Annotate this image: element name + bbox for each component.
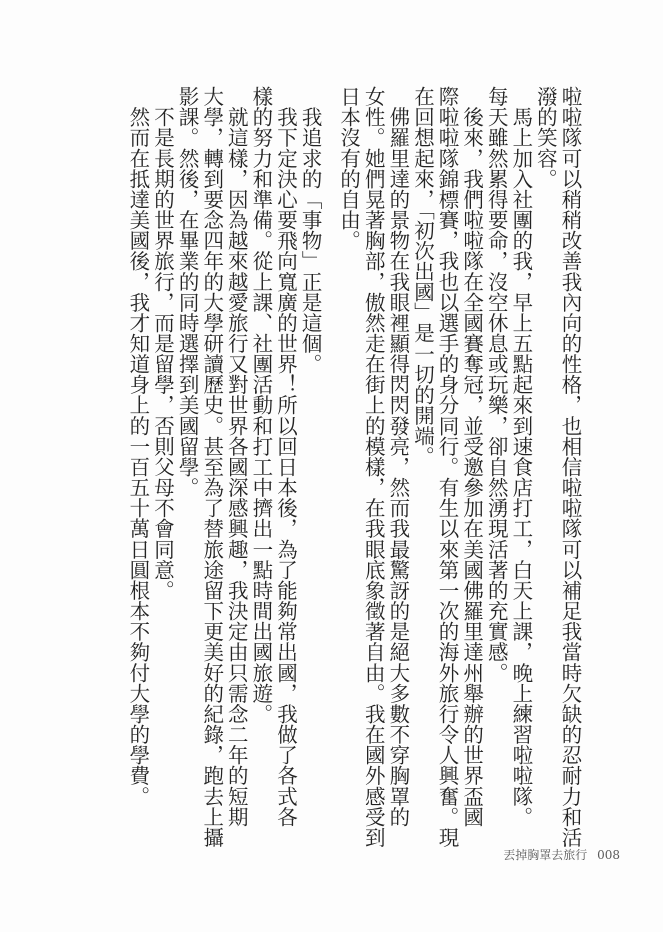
text-line: 際啦啦隊錦標賽，我也以選手的身分同行。有生以來第一次的海外旅行令人興奮。現 [435,86,460,848]
text-line: 就這樣，因為越來越愛旅行又對世界各國深感興趣，我決定由只需念二年的短期 [224,86,249,827]
text-line: 不是長期的世界旅行，而是留學，否則父母不會同意。 [150,86,175,601]
vertical-text-body [125,86,582,848]
text-line: 然而在抵達美國後，我才知道身上的一百五十萬日圓根本不夠付大學的學費。 [125,86,150,807]
page-footer [450,846,620,863]
text-line: 樣的努力和準備。從上課、社團活動和打工中擠出一點時間出國旅遊。 [248,86,273,724]
running-title: 丟掉胸罩去旅行 [503,848,588,862]
text-line: 在回想起來，「初次出國」是一切的開端。 [410,86,435,467]
text-line: 日本沒有的自由。 [336,86,361,251]
text-line: 女性。她們晃著胸部，傲然走在街上的模樣，在我眼底象徵著自由。我在國外感受到 [361,86,386,848]
section-gap [322,86,336,786]
text-line: 我追求的「事物」正是這個。 [298,86,323,375]
text-line: 後來，我們啦啦隊在全國賽奪冠，並受邀參加在美國佛羅里達州舉辦的世界盃國 [459,86,484,827]
text-line: 大學，轉到要念四年的大學研讀歷史。甚至為了替旅途留下更美好的紀錄，跑去上攝 [199,86,224,848]
page-number: 008 [597,848,620,862]
text-line: 我下定決心要飛向寬廣的世界！所以回日本後，為了能夠常出國，我做了各式各 [273,86,298,827]
text-line: 佛羅里達的景物在我眼裡顯得閃閃發亮，然而我最驚訝的是絕大多數不穿胸罩的 [385,86,410,827]
text-line: 每天雖然累得要命，沒空休息或玩樂，卻自然湧現活著的充實感。 [484,86,509,683]
text-line: 影課。然後，在畢業的同時選擇到美國留學。 [175,86,200,498]
text-line: 潑的笑容。 [533,86,558,189]
text-line: 馬上加入社團的我，早上五點起來到速食店打工，白天上課，晚上練習啦啦隊。 [508,86,533,827]
text-line: 啦啦隊可以稍稍改善我內向的性格，也相信啦啦隊可以補足我當時欠缺的忍耐力和活 [558,86,582,848]
